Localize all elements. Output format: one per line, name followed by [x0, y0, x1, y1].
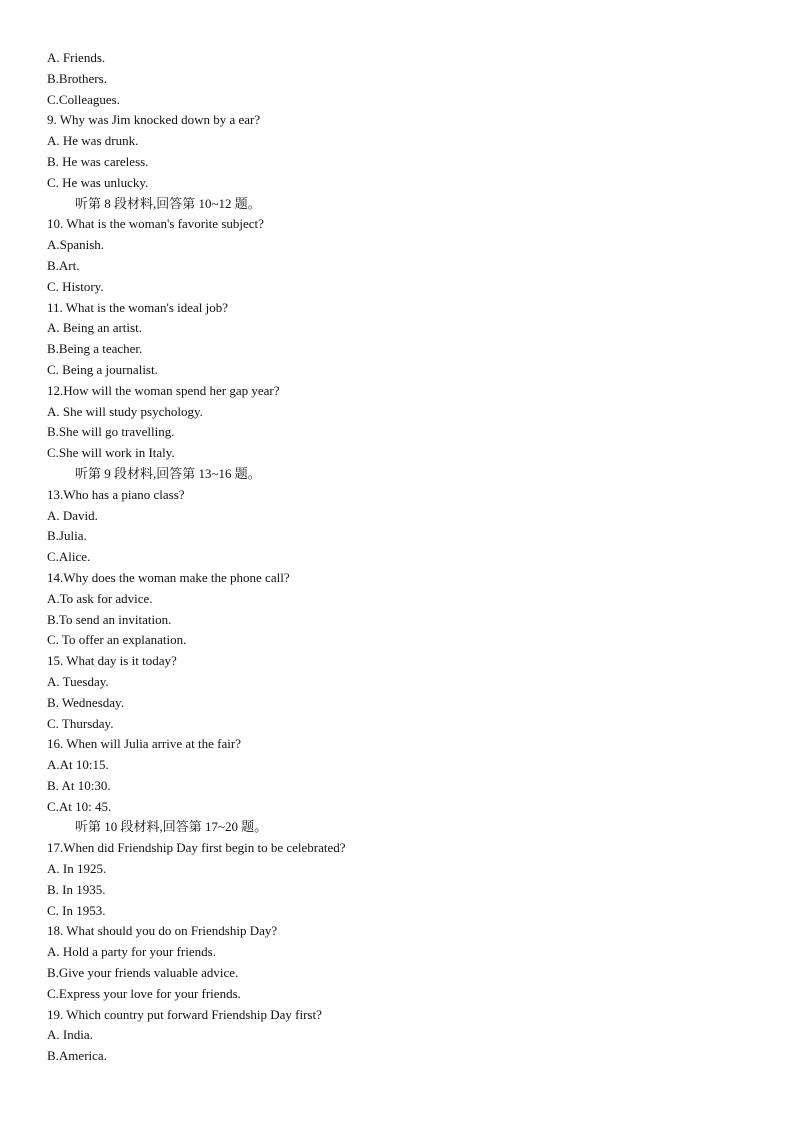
answer-option: B. At 10:30.: [47, 777, 111, 793]
answer-option: A. In 1925.: [47, 861, 107, 877]
section-instruction: 听第 10 段材料,回答第 17~20 题。: [75, 819, 268, 835]
answer-option: B. Wednesday.: [47, 694, 124, 710]
answer-option: A. Hold a party for your friends.: [47, 944, 216, 960]
answer-option: B.Give your friends valuable advice.: [47, 965, 239, 981]
answer-option: C.Colleagues.: [47, 91, 120, 107]
answer-option: A. Being an artist.: [47, 320, 142, 336]
question-text: 17.When did Friendship Day first begin to be celebrated?: [47, 840, 346, 856]
question-text: 16. When will Julia arrive at the fair?: [47, 736, 241, 752]
question-text: 19. Which country put forward Friendship Day first?: [47, 1006, 322, 1022]
answer-option: B.To send an invitation.: [47, 611, 172, 627]
question-text: 15. What day is it today?: [47, 653, 177, 669]
answer-option: A. Friends.: [47, 50, 106, 65]
answer-option: C. Being a journalist.: [47, 361, 158, 377]
answer-option: B. In 1935.: [47, 881, 106, 897]
answer-option: A. David.: [47, 507, 98, 523]
answer-option: C.Express your love for your friends.: [47, 985, 241, 1001]
answer-option: B.Brothers.: [47, 70, 107, 86]
answer-option: B.She will go travelling.: [47, 424, 175, 440]
answer-option: A. He was drunk.: [47, 133, 139, 149]
question-text: 11. What is the woman's ideal job?: [47, 299, 229, 315]
answer-option: B.Art.: [47, 257, 80, 273]
section-instruction: 听第 8 段材料,回答第 10~12 题。: [75, 195, 261, 211]
answer-option: C. In 1953.: [47, 902, 106, 918]
answer-option: B. He was careless.: [47, 153, 149, 169]
answer-option: A. Tuesday.: [47, 673, 109, 689]
answer-option: A.To ask for advice.: [47, 590, 153, 606]
answer-option: A. She will study psychology.: [47, 403, 203, 419]
question-text: 10. What is the woman's favorite subject?: [47, 216, 264, 232]
section-instruction: 听第 9 段材料,回答第 13~16 题。: [75, 465, 261, 481]
answer-option: C. He was unlucky.: [47, 174, 149, 190]
question-text: 14.Why does the woman make the phone call?: [47, 569, 290, 585]
answer-option: C. To offer an explanation.: [47, 632, 187, 648]
answer-option: A. India.: [47, 1027, 93, 1043]
answer-option: B.Being a teacher.: [47, 341, 143, 357]
question-text: 18. What should you do on Friendship Day?: [47, 923, 278, 939]
answer-option: A.At 10:15.: [47, 757, 109, 773]
answer-option: A.Spanish.: [47, 237, 105, 253]
answer-option: C. History.: [47, 278, 104, 294]
answer-option: C.Alice.: [47, 549, 91, 565]
question-text: 13.Who has a piano class?: [47, 486, 185, 502]
question-text: 9. Why was Jim knocked down by a ear?: [47, 112, 261, 128]
document-page: [47, 48, 747, 1067]
answer-option: C. Thursday.: [47, 715, 114, 731]
answer-option: B.America.: [47, 1048, 107, 1064]
answer-option: C.At 10: 45.: [47, 798, 112, 814]
answer-option: C.She will work in Italy.: [47, 445, 175, 461]
question-text: 12.How will the woman spend her gap year?: [47, 382, 280, 398]
answer-option: B.Julia.: [47, 528, 87, 544]
